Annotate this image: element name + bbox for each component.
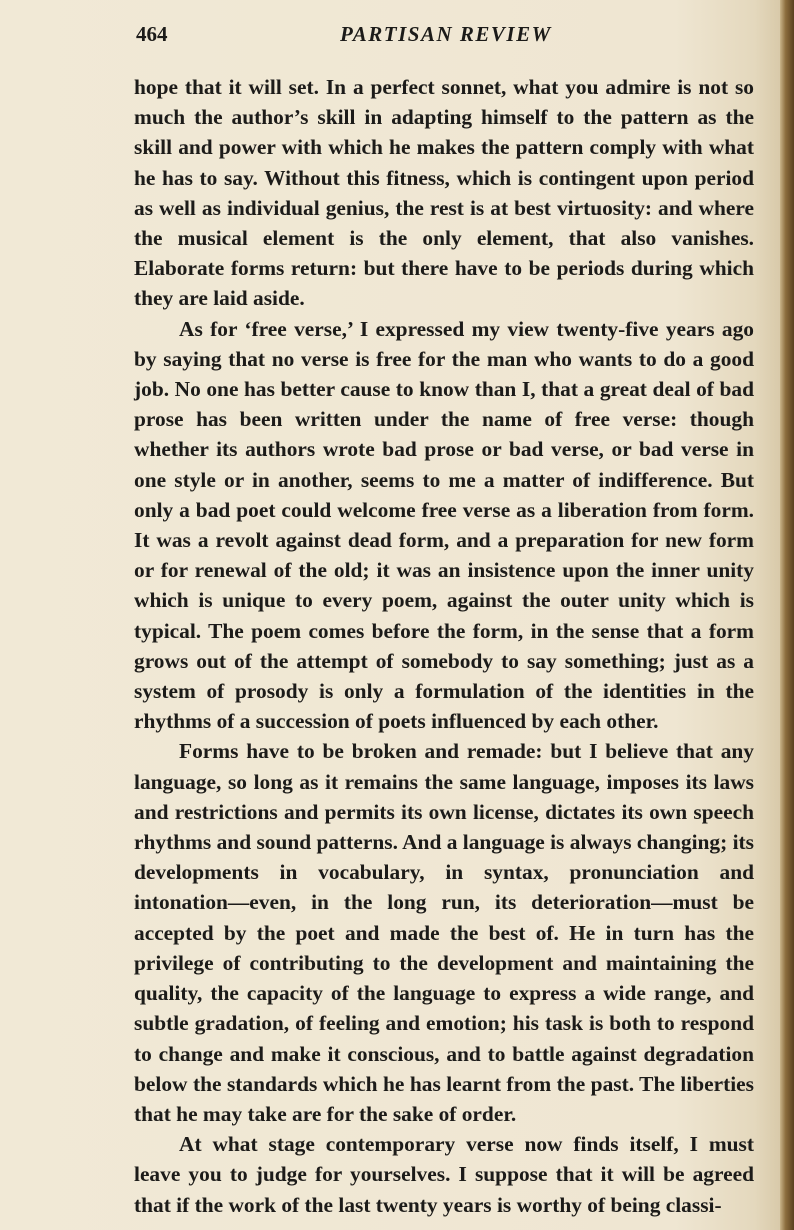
book-spine-edge: [780, 0, 794, 1230]
body-text: [134, 72, 754, 1220]
paragraph-4: At what stage contemporary verse now finds itself, I must leave you to judge for yourselves. I suppose that it will be agreed that if the work of the last twenty years is worthy of being classi-: [134, 1132, 754, 1217]
running-header: [136, 22, 756, 52]
paragraph-3: Forms have to be broken and remade: but I believe that any language, so long as it remains the same language, imposes its laws and restrictions and permits its own license, dictates its own speech rhythms and sound patterns. And a language is always changing; its developments in vocabulary, in syntax, pronunciation and intonation—even, in the long run, its deterioration—must be accepted by the poet and made the best of. He in turn has the privilege of contributing to the development and maintaining the quality, the capacity of the language to express a wide range, and subtle gradation, of feeling and emotion; his task is both to respond to change and make it conscious, and to battle against degradation below the standards which he has learnt from the past. The liberties that he may take are for the sake of order.: [134, 739, 754, 1126]
paragraph-1: hope that it will set. In a perfect sonnet, what you admire is not so much the author’s skill in adapting himself to the pattern as the skill and power with which he makes the pattern comply with what he has to say. Without this fitness, which is contingent upon period as well as individual genius, the rest is at best virtuosity: and where the musical element is the only element, that also vanishes. Elaborate forms return: but there have to be periods during which they are laid aside.: [134, 75, 754, 311]
paragraph-2: As for ‘free verse,’ I expressed my view twenty-five years ago by saying that no verse is free for the man who wants to do a good job. No one has better cause to know than I, that a great deal of bad prose has been written under the name of free verse: though whether its authors wrote bad prose or bad verse, or bad verse in one style or in another, seems to me a matter of indifference. But only a bad poet could welcome free verse as a liberation from form. It was a revolt against dead form, and a preparation for new form or for renewal of the old; it was an insistence upon the inner unity which is unique to every poem, against the outer unity which is typical. The poem comes before the form, in the sense that a form grows out of the attempt of somebody to say something; just as a system of prosody is only a formulation of the identities in the rhythms of a succession of poets influenced by each other.: [134, 316, 754, 734]
running-title: PARTISAN REVIEW: [340, 22, 552, 46]
page-number: 464: [136, 22, 168, 46]
